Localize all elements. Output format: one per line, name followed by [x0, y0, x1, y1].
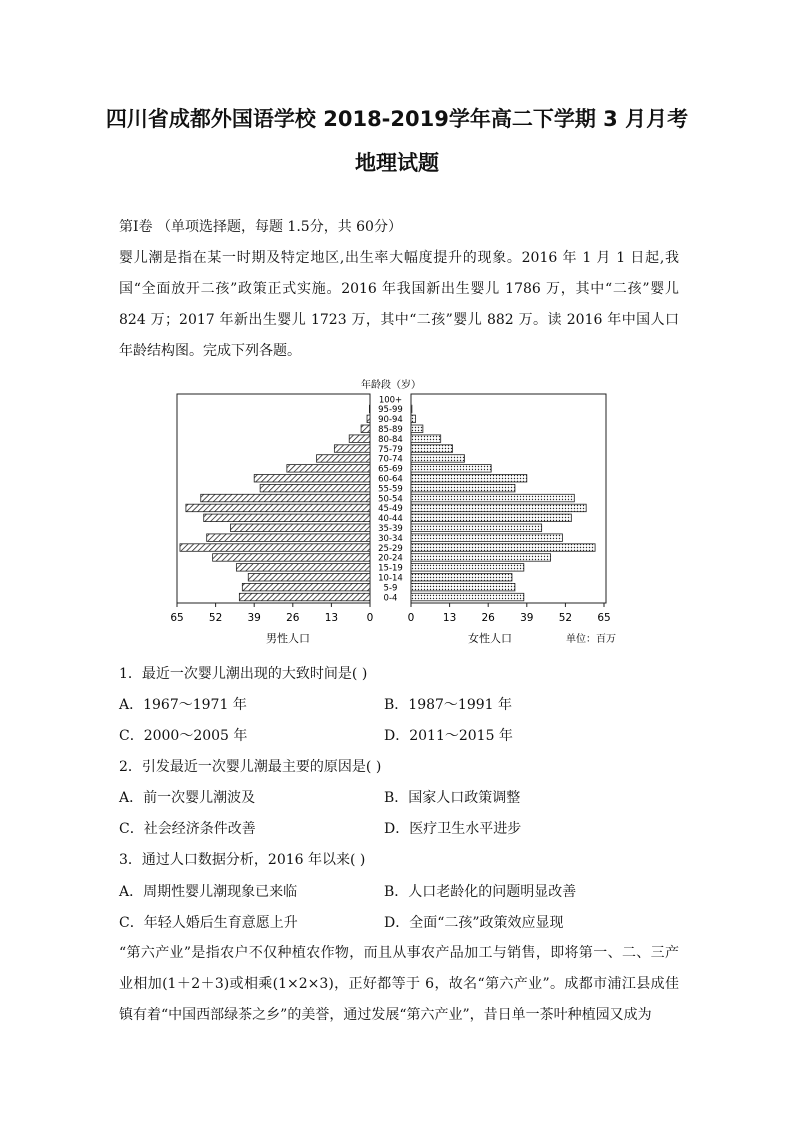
age-label-40-44: 40-44: [378, 514, 403, 525]
female-bar-45-49: [411, 504, 586, 512]
tick-label-left-13: 13: [324, 612, 339, 624]
question-3-option-c[interactable]: C．年轻人婚后生育意愿上升: [119, 915, 298, 931]
intro-paragraph: 婴儿潮是指在某一时期及特定地区,出生率大幅度提升的现象。2016 年 1 月 1 日起,我国“全面放开二孩”政策正式实施。2016 年我国新出生婴儿 1786 万，其中“二孩”婴儿 824 万；2017 年新出生婴儿 1723 万，其中“二孩”婴儿 882 万。读 2016 年中国人口年龄结构图。完成下列各题。: [119, 250, 679, 359]
female-bar-0-4: [411, 593, 524, 601]
tick-label-right-0: 0: [407, 612, 415, 624]
document-subtitle: 地理试题: [355, 151, 439, 175]
female-bar-5-9: [411, 583, 515, 591]
question-1-stem: 1．最近一次婴儿潮出现的大致时间是( ): [119, 666, 368, 682]
male-bars: [180, 405, 370, 601]
question-1-option-c[interactable]: C．2000～2005 年: [119, 728, 248, 744]
female-bar-55-59: [411, 484, 515, 492]
age-label-100+: 100+: [378, 395, 403, 406]
tick-label-right-39: 39: [520, 612, 534, 624]
chart-title: 年龄段（岁）: [361, 380, 421, 391]
male-bar-55-59: [260, 484, 370, 492]
male-bar-95-99: [369, 405, 370, 413]
question-2-option-a[interactable]: A．前一次婴儿潮波及: [119, 790, 256, 806]
age-label-5-9: 5-9: [383, 583, 398, 594]
male-bar-20-24: [213, 554, 370, 562]
tick-label-left-0: 0: [366, 612, 374, 624]
male-bar-15-19: [236, 564, 370, 572]
male-axis-label: 男性人口: [266, 632, 310, 645]
female-bar-25-29: [411, 544, 595, 552]
female-bar-40-44: [411, 514, 571, 522]
age-label-85-89: 85-89: [378, 425, 403, 435]
male-bar-60-64: [254, 475, 370, 483]
male-bar-25-29: [180, 544, 370, 552]
female-bar-80-84: [411, 435, 441, 443]
female-bar-95-99: [411, 405, 412, 413]
age-label-20-24: 20-24: [378, 553, 403, 564]
female-bar-35-39: [411, 524, 542, 532]
age-label-95-99: 95-99: [378, 405, 403, 416]
age-labels: [378, 395, 403, 603]
question-2-option-c[interactable]: C．社会经济条件改善: [119, 821, 256, 837]
female-bar-60-64: [411, 475, 527, 483]
age-label-65-69: 65-69: [378, 464, 403, 475]
tick-label-right-13: 13: [442, 612, 457, 624]
question-1-option-a[interactable]: A．1967～1971 年: [119, 697, 247, 713]
male-bar-75-79: [334, 445, 370, 453]
age-label-45-49: 45-49: [378, 504, 403, 515]
question-3-option-d[interactable]: D．全面“二孩”政策效应显现: [384, 915, 564, 931]
female-bar-70-74: [411, 455, 464, 463]
female-bars: [411, 405, 595, 601]
tick-label-right-26: 26: [481, 612, 495, 624]
unit-label: 单位：百万: [566, 634, 616, 645]
male-bar-90-94: [367, 415, 370, 423]
age-label-60-64: 60-64: [378, 474, 403, 485]
age-label-55-59: 55-59: [378, 484, 403, 495]
tick-label-right-65: 65: [597, 612, 611, 624]
age-label-15-19: 15-19: [378, 563, 403, 574]
male-bar-85-89: [361, 425, 370, 433]
age-label-0-4: 0-4: [383, 593, 398, 604]
age-label-35-39: 35-39: [378, 524, 403, 534]
female-axis-label: 女性人口: [468, 632, 512, 645]
male-bar-0-4: [239, 593, 370, 601]
tick-label-right-52: 52: [558, 612, 573, 624]
question-2-option-d[interactable]: D．医疗卫生水平进步: [384, 821, 522, 837]
age-label-75-79: 75-79: [378, 444, 403, 455]
question-2-option-b[interactable]: B．国家人口政策调整: [384, 790, 521, 806]
female-bar-10-14: [411, 574, 512, 582]
female-bar-90-94: [411, 415, 415, 423]
tick-label-left-52: 52: [208, 612, 223, 624]
sixth-industry-paragraph: “第六产业”是指农户不仅种植农作物，而且从事农产品加工与销售，即将第一、二、三产业相加(1＋2＋3)或相乘(1×2×3)，正好都等于 6，故名“第六产业”。成都市浦江县成佳镇有着“中国西部绿茶之乡”的美誉，通过发展“第六产业”，昔日单一茶叶种植园又成为: [119, 945, 679, 1023]
male-bar-5-9: [242, 583, 370, 591]
question-3-option-a[interactable]: A．周期性婴儿潮现象已来临: [119, 884, 298, 900]
tick-label-left-65: 65: [170, 612, 184, 624]
tick-label-left-26: 26: [286, 612, 300, 624]
female-bar-50-54: [411, 494, 574, 502]
female-bar-20-24: [411, 554, 551, 562]
female-bar-65-69: [411, 465, 491, 473]
male-bar-45-49: [186, 504, 370, 512]
male-bar-50-54: [201, 494, 370, 502]
age-label-50-54: 50-54: [378, 494, 403, 505]
question-3-stem: 3．通过人口数据分析，2016 年以来( ): [119, 852, 366, 868]
age-label-70-74: 70-74: [378, 454, 403, 465]
document-title: 四川省成都外国语学校 2018-2019学年高二下学期 3 月月考: [105, 107, 689, 131]
age-label-90-94: 90-94: [378, 415, 403, 426]
section-heading: 第Ⅰ卷 （单项选择题，每题 1.5分，共 60分）: [119, 219, 402, 235]
female-bar-75-79: [411, 445, 453, 453]
question-1-option-b[interactable]: B．1987～1991 年: [384, 697, 512, 713]
female-bar-30-34: [411, 534, 562, 542]
male-bar-40-44: [204, 514, 370, 522]
age-label-25-29: 25-29: [378, 543, 403, 554]
question-1-option-d[interactable]: D．2011～2015 年: [384, 728, 513, 744]
female-bar-15-19: [411, 564, 524, 572]
question-2-stem: 2．引发最近一次婴儿潮最主要的原因是( ): [119, 759, 382, 775]
female-bar-85-89: [411, 425, 423, 433]
male-bar-10-14: [248, 574, 370, 582]
age-label-80-84: 80-84: [378, 434, 403, 445]
male-bar-80-84: [349, 435, 370, 443]
question-3-option-b[interactable]: B．人口老龄化的问题明显改善: [384, 884, 577, 900]
age-label-30-34: 30-34: [378, 533, 403, 544]
male-bar-65-69: [287, 465, 370, 473]
male-bar-35-39: [230, 524, 370, 532]
male-bar-30-34: [207, 534, 370, 542]
tick-label-left-39: 39: [247, 612, 261, 624]
population-pyramid-chart: [0, 375, 794, 645]
male-bar-70-74: [317, 455, 370, 463]
age-label-10-14: 10-14: [378, 573, 403, 584]
tick-labels: [170, 603, 610, 624]
